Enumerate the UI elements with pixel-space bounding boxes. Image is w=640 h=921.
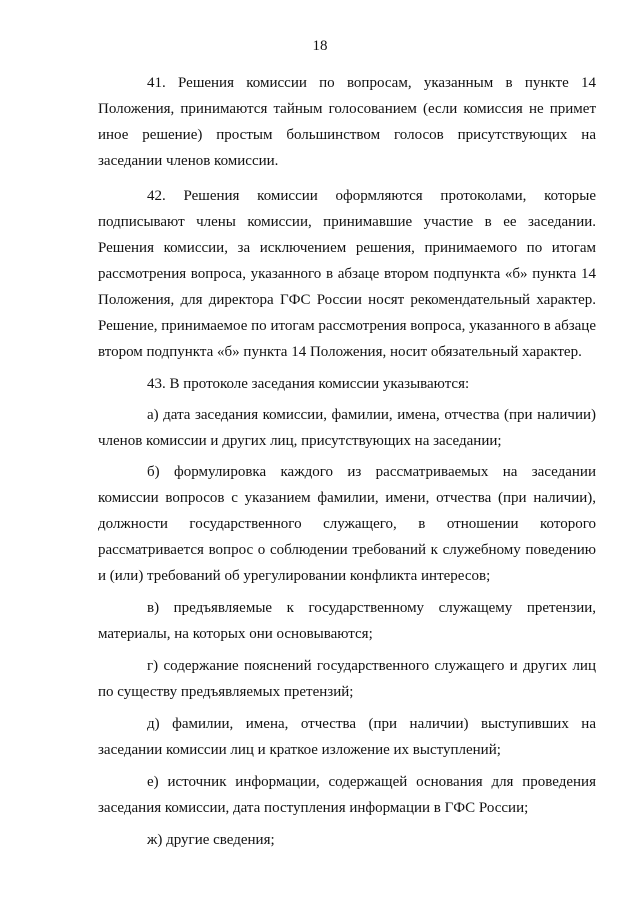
list-item-b: б) формулировка каждого из рассматриваемых на заседании комиссии вопросов с указанием фамилии, имени, отчества (при наличии), должности государственного служащего, в отношении которого рассматривается вопрос о соблюдении требований к служебному поведению и (или) требований об урегулировании конфликта интересов; (98, 464, 596, 584)
list-item-d: д) фамилии, имена, отчества (при наличии) выступивших на заседании комиссии лиц и краткое изложение их выступлений; (98, 716, 596, 758)
list-item-v: в) предъявляемые к государственному служащему претензии, материалы, на которых они основываются; (98, 600, 596, 642)
paragraph-41: 41. Решения комиссии по вопросам, указанным в пункте 14 Положения, принимаются тайным голосованием (если комиссия не примет иное решение) простым большинством голосов присутствующих на заседании членов комиссии. (98, 75, 596, 169)
page-number: 18 (312, 38, 328, 54)
list-item-e: е) источник информации, содержащей основания для проведения заседания комиссии, дата поступления информации в ГФС России; (98, 774, 596, 816)
list-item-g: г) содержание пояснений государственного служащего и других лиц по существу предъявляемых претензий; (98, 658, 596, 700)
list-item-a: а) дата заседания комиссии, фамилии, имена, отчества (при наличии) членов комиссии и других лиц, присутствующих на заседании; (98, 407, 596, 449)
paragraph-42: 42. Решения комиссии оформляются протоколами, которые подписывают члены комиссии, принимавшие участие в ее заседании. Решения комиссии, за исключением решения, принимаемого по итогам рассмотрения вопроса, указанного в абзаце втором подпункта «б» пункта 14 Положения, для директора ГФС России носят рекомендательный характер. Решение, принимаемое по итогам рассмотрения вопроса, указанного в абзаце втором подпункта «б» пункта 14 Положения, носит обязательный характер. (98, 188, 596, 360)
list-item-zh: ж) другие сведения; (147, 832, 275, 848)
paragraph-43: 43. В протоколе заседания комиссии указываются: (147, 376, 470, 392)
document-body (98, 70, 596, 853)
